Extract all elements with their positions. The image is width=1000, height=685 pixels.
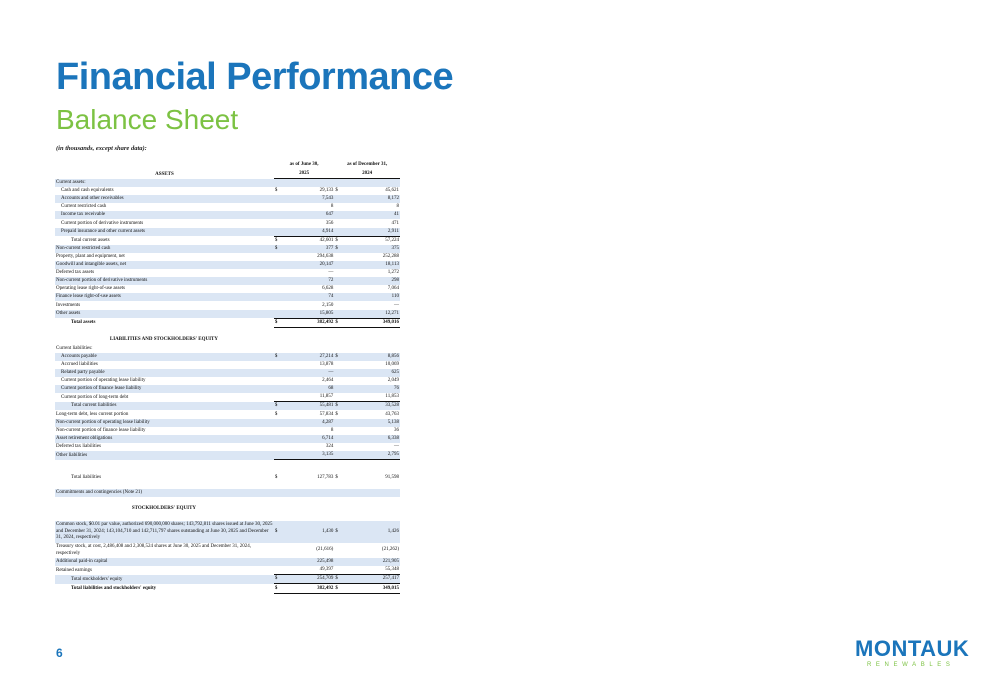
col2-header-line2: 2024: [334, 169, 400, 179]
currency-symbol: [274, 361, 282, 369]
table-row: [55, 261, 400, 269]
table-row: [55, 318, 400, 327]
value-2024: 471: [391, 220, 399, 226]
value-2025: 11,857: [282, 393, 334, 402]
currency-symbol: [334, 361, 342, 369]
value-2025: 15,805: [282, 310, 334, 319]
value-2025: 57,834: [319, 411, 334, 417]
group-label-row: [55, 345, 400, 353]
table-row: [55, 451, 400, 460]
currency-symbol: $: [274, 318, 282, 327]
section-heading: LIABILITIES AND STOCKHOLDERS' EQUITY: [109, 336, 218, 342]
currency-symbol: [334, 195, 342, 203]
table-row: [55, 236, 400, 245]
value-2024: 375: [343, 245, 400, 253]
value-2025: 377: [282, 245, 334, 253]
page-title: Financial Performance: [56, 56, 454, 98]
table-header-row-2: [55, 169, 400, 179]
value-2025: 7,543: [282, 195, 334, 203]
value-2024: 12,271: [343, 310, 400, 319]
value-2024: 18,113: [343, 261, 400, 269]
value-2025: 356: [325, 220, 334, 226]
table-row: [55, 419, 400, 427]
value-2025: 382,492: [282, 318, 334, 327]
page-subtitle: Balance Sheet: [56, 104, 239, 135]
currency-symbol: [334, 543, 342, 558]
value-2024: 36: [394, 427, 399, 433]
value-2024: 349,016: [343, 318, 400, 327]
row-label: Current restricted cash: [61, 204, 107, 210]
row-label: Total assets: [71, 320, 96, 326]
currency-symbol: $: [335, 237, 338, 243]
currency-symbol: [274, 203, 282, 211]
table-row: [55, 245, 400, 253]
row-label: Cash and cash equivalents: [61, 188, 114, 194]
value-2024: 7,064: [387, 286, 399, 292]
table-row: [55, 521, 400, 543]
value-2025: 27,214: [282, 353, 334, 361]
row-label: Total current liabilities: [55, 402, 274, 411]
row-label: Non-current portion of operating lease liability: [55, 419, 274, 427]
row-label: Retained earnings: [56, 567, 92, 573]
currency-symbol: $: [274, 411, 278, 417]
balance-sheet-table: [55, 160, 400, 594]
value-2024: 8,172: [343, 195, 400, 203]
table-row: [55, 369, 400, 377]
value-2025: 29,133: [319, 188, 334, 194]
section-heading: STOCKHOLDERS' EQUITY: [131, 506, 197, 512]
currency-symbol: [274, 393, 282, 402]
value-2025: 55,481: [282, 402, 334, 411]
value-2024: 57,224: [385, 237, 399, 243]
value-2024: 91,598: [385, 475, 399, 481]
value-2025: 2,464: [322, 378, 334, 384]
value-2024: 41: [343, 211, 400, 219]
currency-symbol: [274, 543, 282, 558]
row-label: Related party payable: [55, 369, 274, 377]
row-label: Other assets: [55, 310, 274, 319]
value-2025: —: [328, 270, 334, 276]
value-2025: 6,628: [322, 286, 334, 292]
value-2024: 6,338: [343, 435, 400, 443]
table-row: [55, 211, 400, 219]
value-2025: 13,878: [319, 361, 334, 367]
currency-symbol: [334, 566, 342, 575]
group-label-row: [55, 489, 400, 497]
value-2025: 8: [330, 204, 334, 210]
row-label: Treasury stock, at cost, 2,486,408 and 2,308,524 shares at June 30, 2025 and December 31, 2024, respectively: [56, 543, 252, 556]
value-2025: 647: [282, 211, 334, 219]
value-2025: 6,714: [282, 435, 334, 443]
value-2025: 324: [325, 443, 334, 449]
logo-tagline: RENEWABLES: [867, 662, 955, 668]
value-2024: 11,853: [343, 393, 400, 402]
table-row: [55, 301, 400, 309]
table-row: [55, 410, 400, 418]
value-2024: 252,288: [382, 253, 399, 259]
currency-symbol: [274, 377, 282, 385]
currency-symbol: [274, 285, 282, 293]
currency-symbol: [274, 435, 282, 443]
value-2024: 33,528: [343, 402, 400, 411]
currency-symbol: [334, 385, 342, 393]
currency-symbol: $: [334, 245, 342, 253]
table-row: [55, 361, 400, 369]
table-row: [55, 443, 400, 451]
currency-symbol: $: [335, 188, 338, 194]
value-2025: 294,638: [317, 253, 334, 259]
row-label: Non-current portion of finance lease liability: [56, 427, 146, 433]
units-note: (in thousands, except share data):: [56, 145, 147, 152]
currency-symbol: [274, 558, 282, 566]
table-row: [55, 310, 400, 319]
value-2024: 55,348: [343, 566, 400, 575]
currency-symbol: [274, 219, 282, 227]
currency-symbol: $: [274, 245, 282, 253]
value-2025: 1,430: [282, 521, 334, 543]
currency-symbol: [334, 435, 342, 443]
currency-symbol: [334, 301, 342, 309]
currency-symbol: [274, 443, 282, 451]
col1-header-line2: 2025: [274, 169, 334, 179]
row-label: Long-term debt, less current portion: [56, 411, 129, 417]
currency-symbol: [334, 203, 342, 211]
currency-symbol: $: [274, 402, 282, 411]
spacer-row: [55, 497, 400, 504]
currency-symbol: [334, 261, 342, 269]
currency-symbol: [274, 277, 282, 285]
currency-symbol: $: [274, 188, 278, 194]
value-2025: —: [282, 369, 334, 377]
currency-symbol: [274, 369, 282, 377]
currency-symbol: $: [334, 318, 342, 327]
value-2024: —: [394, 302, 399, 308]
value-2025: 49,397: [282, 566, 334, 575]
table-row: [55, 402, 400, 411]
value-2024: 257,417: [343, 575, 400, 584]
row-label: Deferred tax liabilities: [56, 443, 101, 449]
currency-symbol: [334, 451, 342, 460]
currency-symbol: [274, 195, 282, 203]
value-2025: 382,492: [282, 584, 334, 593]
assets-header: ASSETS: [155, 171, 174, 177]
currency-symbol: $: [334, 521, 342, 543]
table-row: [55, 385, 400, 393]
currency-symbol: $: [334, 402, 342, 411]
row-label: Deferred tax assets: [56, 270, 95, 276]
currency-symbol: [334, 228, 342, 237]
row-label: Current liabilities:: [56, 345, 93, 351]
value-2024: 349,015: [343, 584, 400, 593]
value-2025: 225,498: [282, 558, 334, 566]
currency-symbol: [334, 285, 342, 293]
currency-symbol: $: [274, 475, 278, 481]
col2-header-line1: as of December 31,: [347, 162, 388, 167]
table-row: [55, 253, 400, 261]
value-2025: 2,150: [322, 302, 334, 308]
value-2024: 43,763: [385, 411, 399, 417]
table-header-row-1: [55, 160, 400, 169]
row-label: Operating lease right-of-use assets: [56, 286, 126, 292]
row-label: Income tax receivable: [55, 211, 274, 219]
row-label: Current assets:: [55, 179, 274, 188]
section-heading-row: [55, 504, 400, 514]
table-row: [55, 228, 400, 237]
currency-symbol: [274, 427, 282, 435]
value-2025: 74: [282, 293, 334, 301]
currency-symbol: [334, 219, 342, 227]
currency-symbol: [334, 393, 342, 402]
value-2025: 127,783: [317, 475, 334, 481]
currency-symbol: [274, 310, 282, 319]
row-label: Current portion of finance lease liability: [55, 385, 274, 393]
value-2024: (21,262): [381, 547, 399, 553]
currency-symbol: [334, 310, 342, 319]
value-2024: 45,621: [385, 188, 399, 194]
currency-symbol: $: [274, 584, 282, 593]
section-heading-row: [55, 335, 400, 345]
currency-symbol: [274, 566, 282, 575]
currency-symbol: [274, 253, 282, 261]
table-row: [55, 377, 400, 385]
value-2024: 8,856: [343, 353, 400, 361]
table-row: [55, 277, 400, 285]
value-2025: 20,147: [282, 261, 334, 269]
currency-symbol: [274, 301, 282, 309]
table-row: [55, 575, 400, 584]
row-label: Accounts payable: [55, 353, 274, 361]
row-label: Common stock, $0.01 par value, authorized 690,000,000 shares; 143,792,811 shares issued at June 30, 2025 and December 31, 2024; 143,104,710 and 142,711,797 shares outstanding at June 30, 2025 and December 31, 2024, respectively: [55, 521, 274, 543]
table-row: [55, 584, 400, 593]
currency-symbol: $: [274, 353, 282, 361]
table-row: [55, 435, 400, 443]
value-2024: 2,795: [343, 451, 400, 460]
currency-symbol: [274, 419, 282, 427]
row-label: Total stockholders' equity: [55, 575, 274, 584]
row-label: Current portion of derivative instruments: [61, 220, 144, 226]
currency-symbol: [334, 443, 342, 451]
table-row: [55, 293, 400, 301]
row-label: Goodwill and intangible assets, net: [55, 261, 274, 269]
currency-symbol: $: [335, 475, 338, 481]
group-label-row: [55, 179, 400, 188]
currency-symbol: $: [334, 575, 342, 584]
currency-symbol: [274, 451, 282, 460]
page-number: 6: [56, 646, 63, 660]
table-row: [55, 219, 400, 227]
row-label: Total liabilities and stockholders' equity: [71, 586, 157, 592]
currency-symbol: $: [274, 575, 282, 584]
currency-symbol: $: [334, 353, 342, 361]
row-label: Investments: [56, 302, 81, 308]
table-row: [55, 427, 400, 435]
currency-symbol: [334, 377, 342, 385]
row-label: Other liabilities: [55, 451, 274, 460]
row-label: Total current assets: [71, 237, 110, 243]
value-2025: (21,616): [316, 547, 334, 553]
currency-symbol: [334, 558, 342, 566]
table-row: [55, 269, 400, 277]
table-row: [55, 566, 400, 575]
currency-symbol: [334, 419, 342, 427]
table-row: [55, 474, 400, 482]
montauk-logo: [855, 636, 970, 671]
row-label: Current portion of operating lease liability: [61, 378, 146, 384]
currency-symbol: [274, 385, 282, 393]
row-label: Finance lease right-of-use assets: [55, 293, 274, 301]
table-row: [55, 353, 400, 361]
value-2024: 2,049: [387, 378, 399, 384]
table-row: [55, 393, 400, 402]
value-2025: 68: [282, 385, 334, 393]
value-2025: 42,601: [319, 237, 334, 243]
spacer-row: [55, 514, 400, 521]
row-label: Accounts and other receivables: [55, 195, 274, 203]
row-label: Total liabilities: [71, 475, 102, 481]
table-row: [55, 285, 400, 293]
currency-symbol: $: [334, 584, 342, 593]
currency-symbol: $: [274, 237, 278, 243]
value-2024: 110: [343, 293, 400, 301]
value-2024: 221,905: [343, 558, 400, 566]
currency-symbol: [334, 369, 342, 377]
logo-wordmark: MONTAUK: [855, 636, 970, 661]
row-label: Asset retirement obligations: [55, 435, 274, 443]
value-2025: 254,709: [282, 575, 334, 584]
value-2024: 2,911: [343, 228, 400, 237]
spacer-row: [55, 327, 400, 335]
value-2025: 4,914: [282, 228, 334, 237]
row-label: Property, plant and equipment, net: [56, 253, 125, 259]
row-label: Commitments and contingencies (Note 21): [55, 489, 274, 497]
table-row: [55, 203, 400, 211]
currency-symbol: $: [335, 411, 338, 417]
value-2024: 10,069: [385, 361, 399, 367]
value-2025: 3,135: [282, 451, 334, 460]
value-2024: 1,272: [387, 270, 399, 276]
value-2024: 76: [343, 385, 400, 393]
currency-symbol: [274, 228, 282, 237]
currency-symbol: [274, 261, 282, 269]
currency-symbol: [334, 277, 342, 285]
currency-symbol: $: [274, 521, 282, 543]
currency-symbol: [334, 211, 342, 219]
table-row: [55, 558, 400, 566]
currency-symbol: [274, 293, 282, 301]
col1-header-line1: as of June 30,: [289, 162, 319, 167]
value-2024: 1,426: [343, 521, 400, 543]
value-2024: —: [394, 443, 399, 449]
value-2025: 4,287: [282, 419, 334, 427]
row-label: Accrued liabilities: [61, 361, 98, 367]
value-2025: 8: [330, 427, 334, 433]
value-2024: 5,138: [343, 419, 400, 427]
currency-symbol: [334, 293, 342, 301]
currency-symbol: [274, 269, 282, 277]
row-label: Prepaid insurance and other current assets: [55, 228, 274, 237]
value-2024: 8: [396, 204, 399, 210]
table-row: [55, 195, 400, 203]
currency-symbol: [334, 269, 342, 277]
row-label: Additional paid-in capital: [55, 558, 274, 566]
value-2024: 298: [343, 277, 400, 285]
row-label: Current portion of long-term debt: [61, 394, 129, 400]
table-row: [55, 187, 400, 195]
row-label: Non-current portion of derivative instruments: [55, 277, 274, 285]
row-label: Non-current restricted cash: [55, 245, 274, 253]
currency-symbol: [334, 253, 342, 261]
spacer-row: [55, 482, 400, 489]
value-2024: 625: [343, 369, 400, 377]
currency-symbol: [334, 427, 342, 435]
currency-symbol: [274, 211, 282, 219]
value-2025: 72: [282, 277, 334, 285]
table-row: [55, 543, 400, 558]
spacer-row: [55, 460, 400, 475]
